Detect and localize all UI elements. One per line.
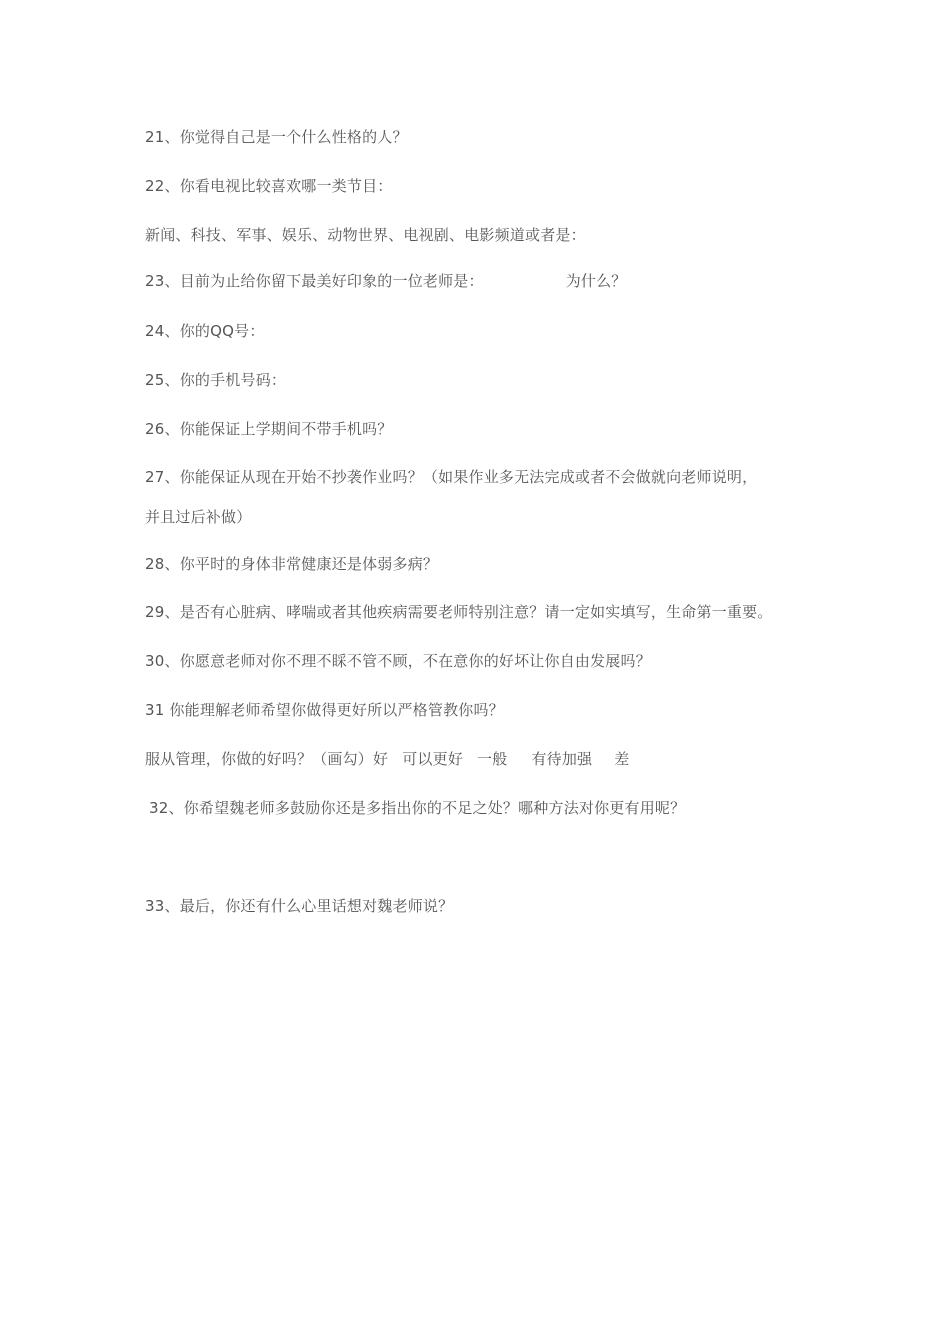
question-text: 、你能保证上学期间不带手机吗？ (164, 420, 393, 438)
question-text: 、你平时的身体非常健康还是体弱多病？ (164, 555, 439, 573)
question-number: 32 (149, 799, 169, 817)
question-21 (145, 127, 408, 147)
rating-option-good[interactable]: 好 (373, 750, 389, 768)
question-text: 、你觉得自己是一个什么性格的人？ (164, 128, 408, 146)
rating-option-poor[interactable]: 差 (614, 750, 630, 768)
question-options-text: 新闻、科技、军事、娱乐、动物世界、电视剧、电影频道或者是： (145, 226, 586, 244)
question-text: 、你的 (164, 322, 211, 340)
question-number: 21 (145, 128, 165, 146)
question-number: 28 (145, 555, 165, 573)
question-text: 、你看电视比较喜欢哪一类节目： (164, 177, 393, 195)
question-text-post: 号： (234, 322, 265, 340)
question-32 (149, 798, 685, 818)
question-30 (145, 651, 651, 671)
question-number: 24 (145, 322, 165, 340)
qq-label: QQ (210, 322, 235, 340)
question-number: 27 (145, 468, 165, 486)
rating-option-could-be-better[interactable]: 可以更好 (402, 750, 464, 768)
question-29 (145, 602, 773, 622)
question-number: 33 (145, 897, 165, 915)
question-22-options (145, 225, 586, 245)
question-31-rating (145, 749, 629, 769)
question-number: 30 (145, 652, 165, 670)
question-31 (145, 700, 504, 720)
question-number: 25 (145, 371, 165, 389)
question-26 (145, 419, 393, 439)
rating-prompt: 服从管理，你做的好吗？（画勾） (145, 750, 374, 768)
question-27 (145, 467, 757, 487)
rating-option-needs-improvement[interactable]: 有待加强 (531, 750, 593, 768)
question-25 (145, 370, 286, 390)
question-22 (145, 176, 393, 196)
question-text: 、你希望魏老师多鼓励你还是多指出你的不足之处？哪种方法对你更有用呢？ (168, 799, 686, 817)
question-number: 23 (145, 272, 165, 290)
question-text: 你能理解老师希望你做得更好所以严格管教你吗？ (164, 701, 504, 719)
question-text: 、你愿意老师对你不理不睬不管不顾，不在意你的好坏让你自由发展吗？ (164, 652, 651, 670)
question-24 (145, 321, 265, 341)
question-number: 22 (145, 177, 165, 195)
question-text-continued: 并且过后补做） (145, 508, 252, 526)
question-text: 、目前为止给你留下最美好印象的一位老师是： (164, 272, 484, 290)
question-27-continued (145, 507, 251, 527)
question-number: 29 (145, 603, 165, 621)
question-text: 、你能保证从现在开始不抄袭作业吗？（如果作业多无法完成或者不会做就向老师说明， (164, 468, 758, 486)
rating-option-average[interactable]: 一般 (477, 750, 508, 768)
question-suffix: 为什么？ (565, 272, 627, 290)
question-number: 31 (145, 701, 165, 719)
question-text: 、最后，你还有什么心里话想对魏老师说？ (164, 897, 454, 915)
question-number: 26 (145, 420, 165, 438)
question-23 (145, 271, 627, 291)
question-text: 、是否有心脏病、哮喘或者其他疾病需要老师特别注意？请一定如实填写，生命第一重要。 (164, 603, 773, 621)
question-33 (145, 896, 453, 916)
question-text: 、你的手机号码： (164, 371, 287, 389)
question-28 (145, 554, 438, 574)
